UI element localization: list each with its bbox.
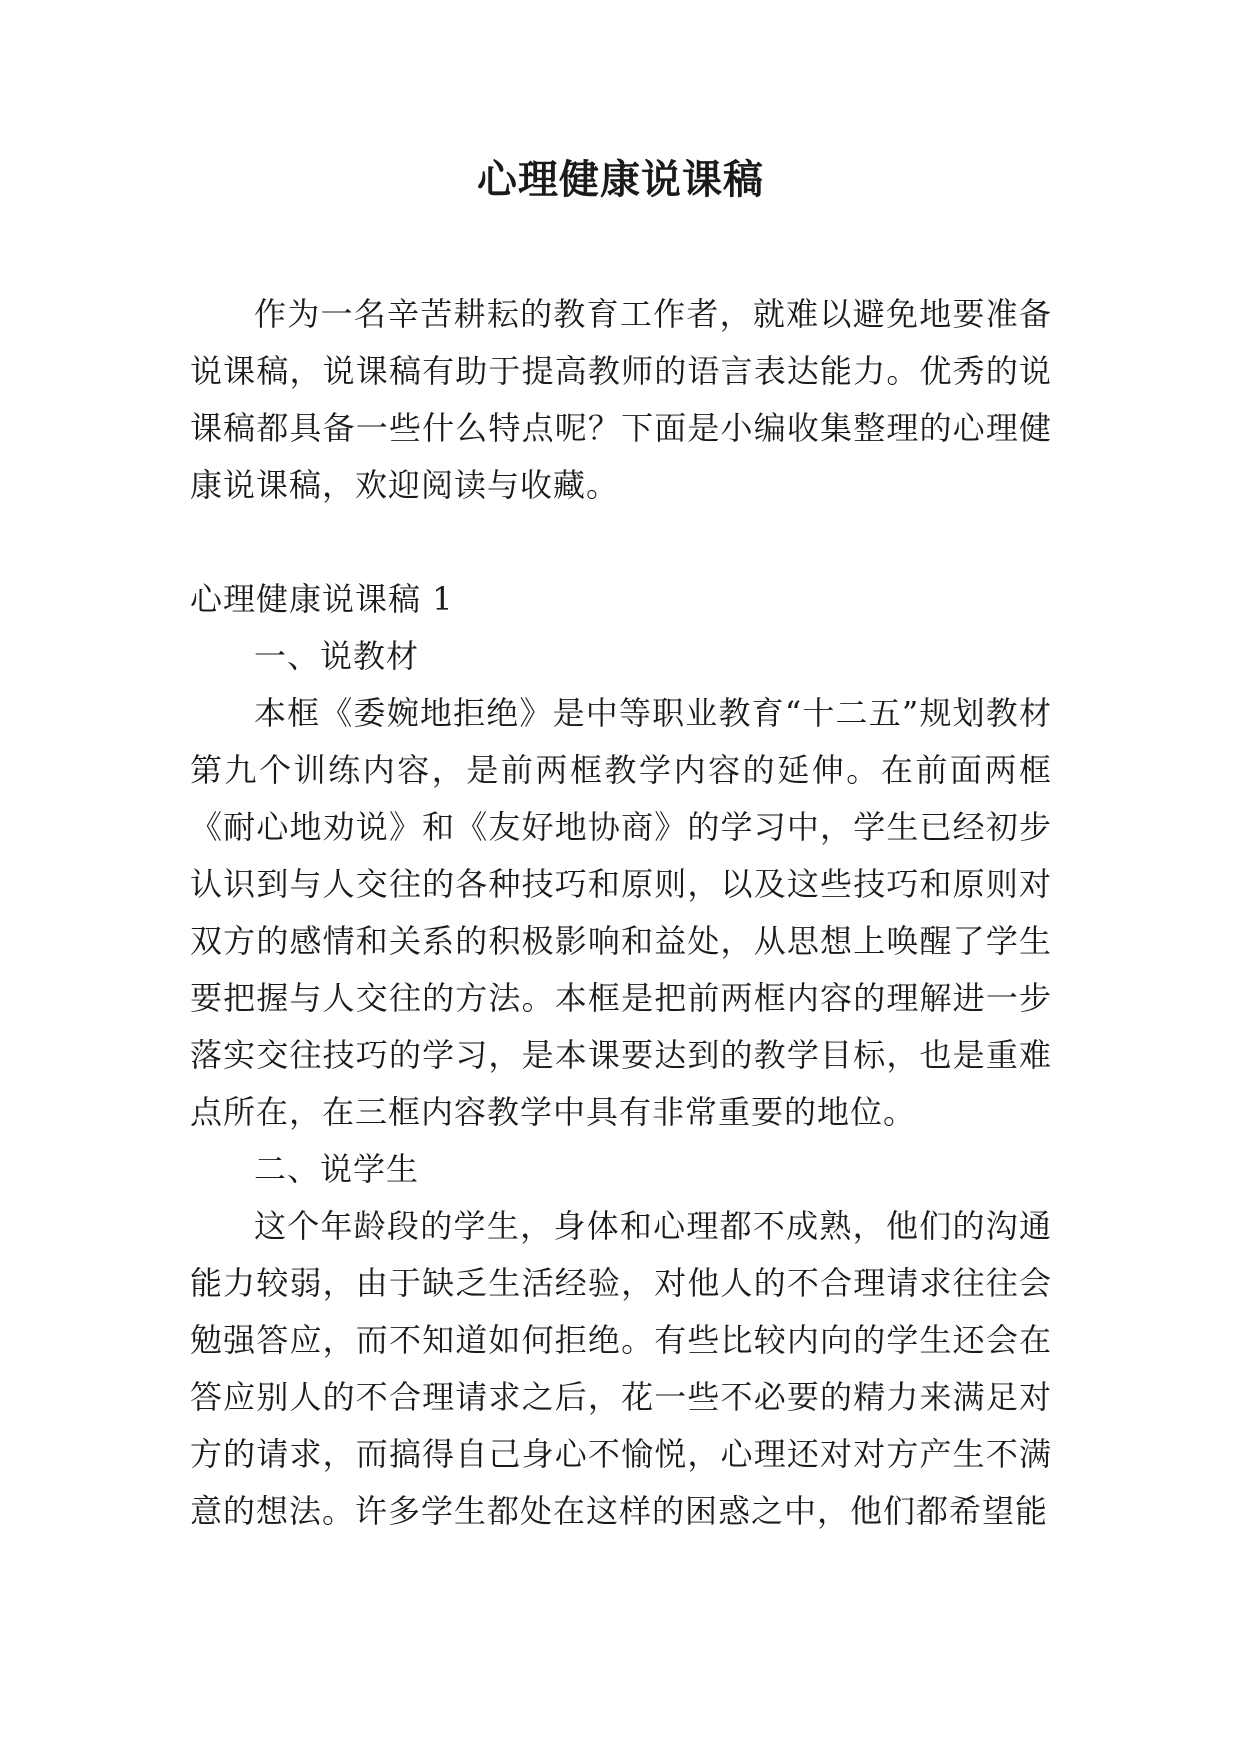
part1-paragraph: 本框《委婉地拒绝》是中等职业教育“十二五”规划教材第九个训练内容，是前两框教学内容的延伸。在前面两框《耐心地劝说》和《友好地协商》的学习中，学生已经初步认识到与人交往的各种技巧和原则，以及这些技巧和原则对双方的感情和关系的积极影响和益处，从思想上唤醒了学生要把握与人交往的方法。本框是把前两框内容的理解进一步落实交往技巧的学习，是本课要达到的教学目标，也是重难点所在，在三框内容教学中具有非常重要的地位。 [190,694,1052,1131]
intro-paragraph: 作为一名辛苦耕耘的教育工作者，就难以避免地要准备说课稿，说课稿有助于提高教师的语言表达能力。优秀的说课稿都具备一些什么特点呢？下面是小编收集整理的心理健康说课稿，欢迎阅读与收藏。 [190,295,1052,504]
document-title: 心理健康说课稿 [477,157,764,203]
part1-heading: 一、说教材 [254,637,420,675]
part2-paragraph: 这个年龄段的学生，身体和心理都不成熟，他们的沟通能力较弱，由于缺乏生活经验，对他人的不合理请求往往会勉强答应，而不知道如何拒绝。有些比较内向的学生还会在答应别人的不合理请求之后，花一些不必要的精力来满足对方的请求，而搞得自己身心不愉悦，心理还对对方产生不满意的想法。许多学生都处在这样的困惑之中，他们都希望能 [190,1207,1052,1530]
part2-heading: 二、说学生 [254,1150,420,1188]
document-body [190,286,1052,1540]
section-title: 心理健康说课稿 1 [190,580,454,618]
spacer [190,514,1052,571]
